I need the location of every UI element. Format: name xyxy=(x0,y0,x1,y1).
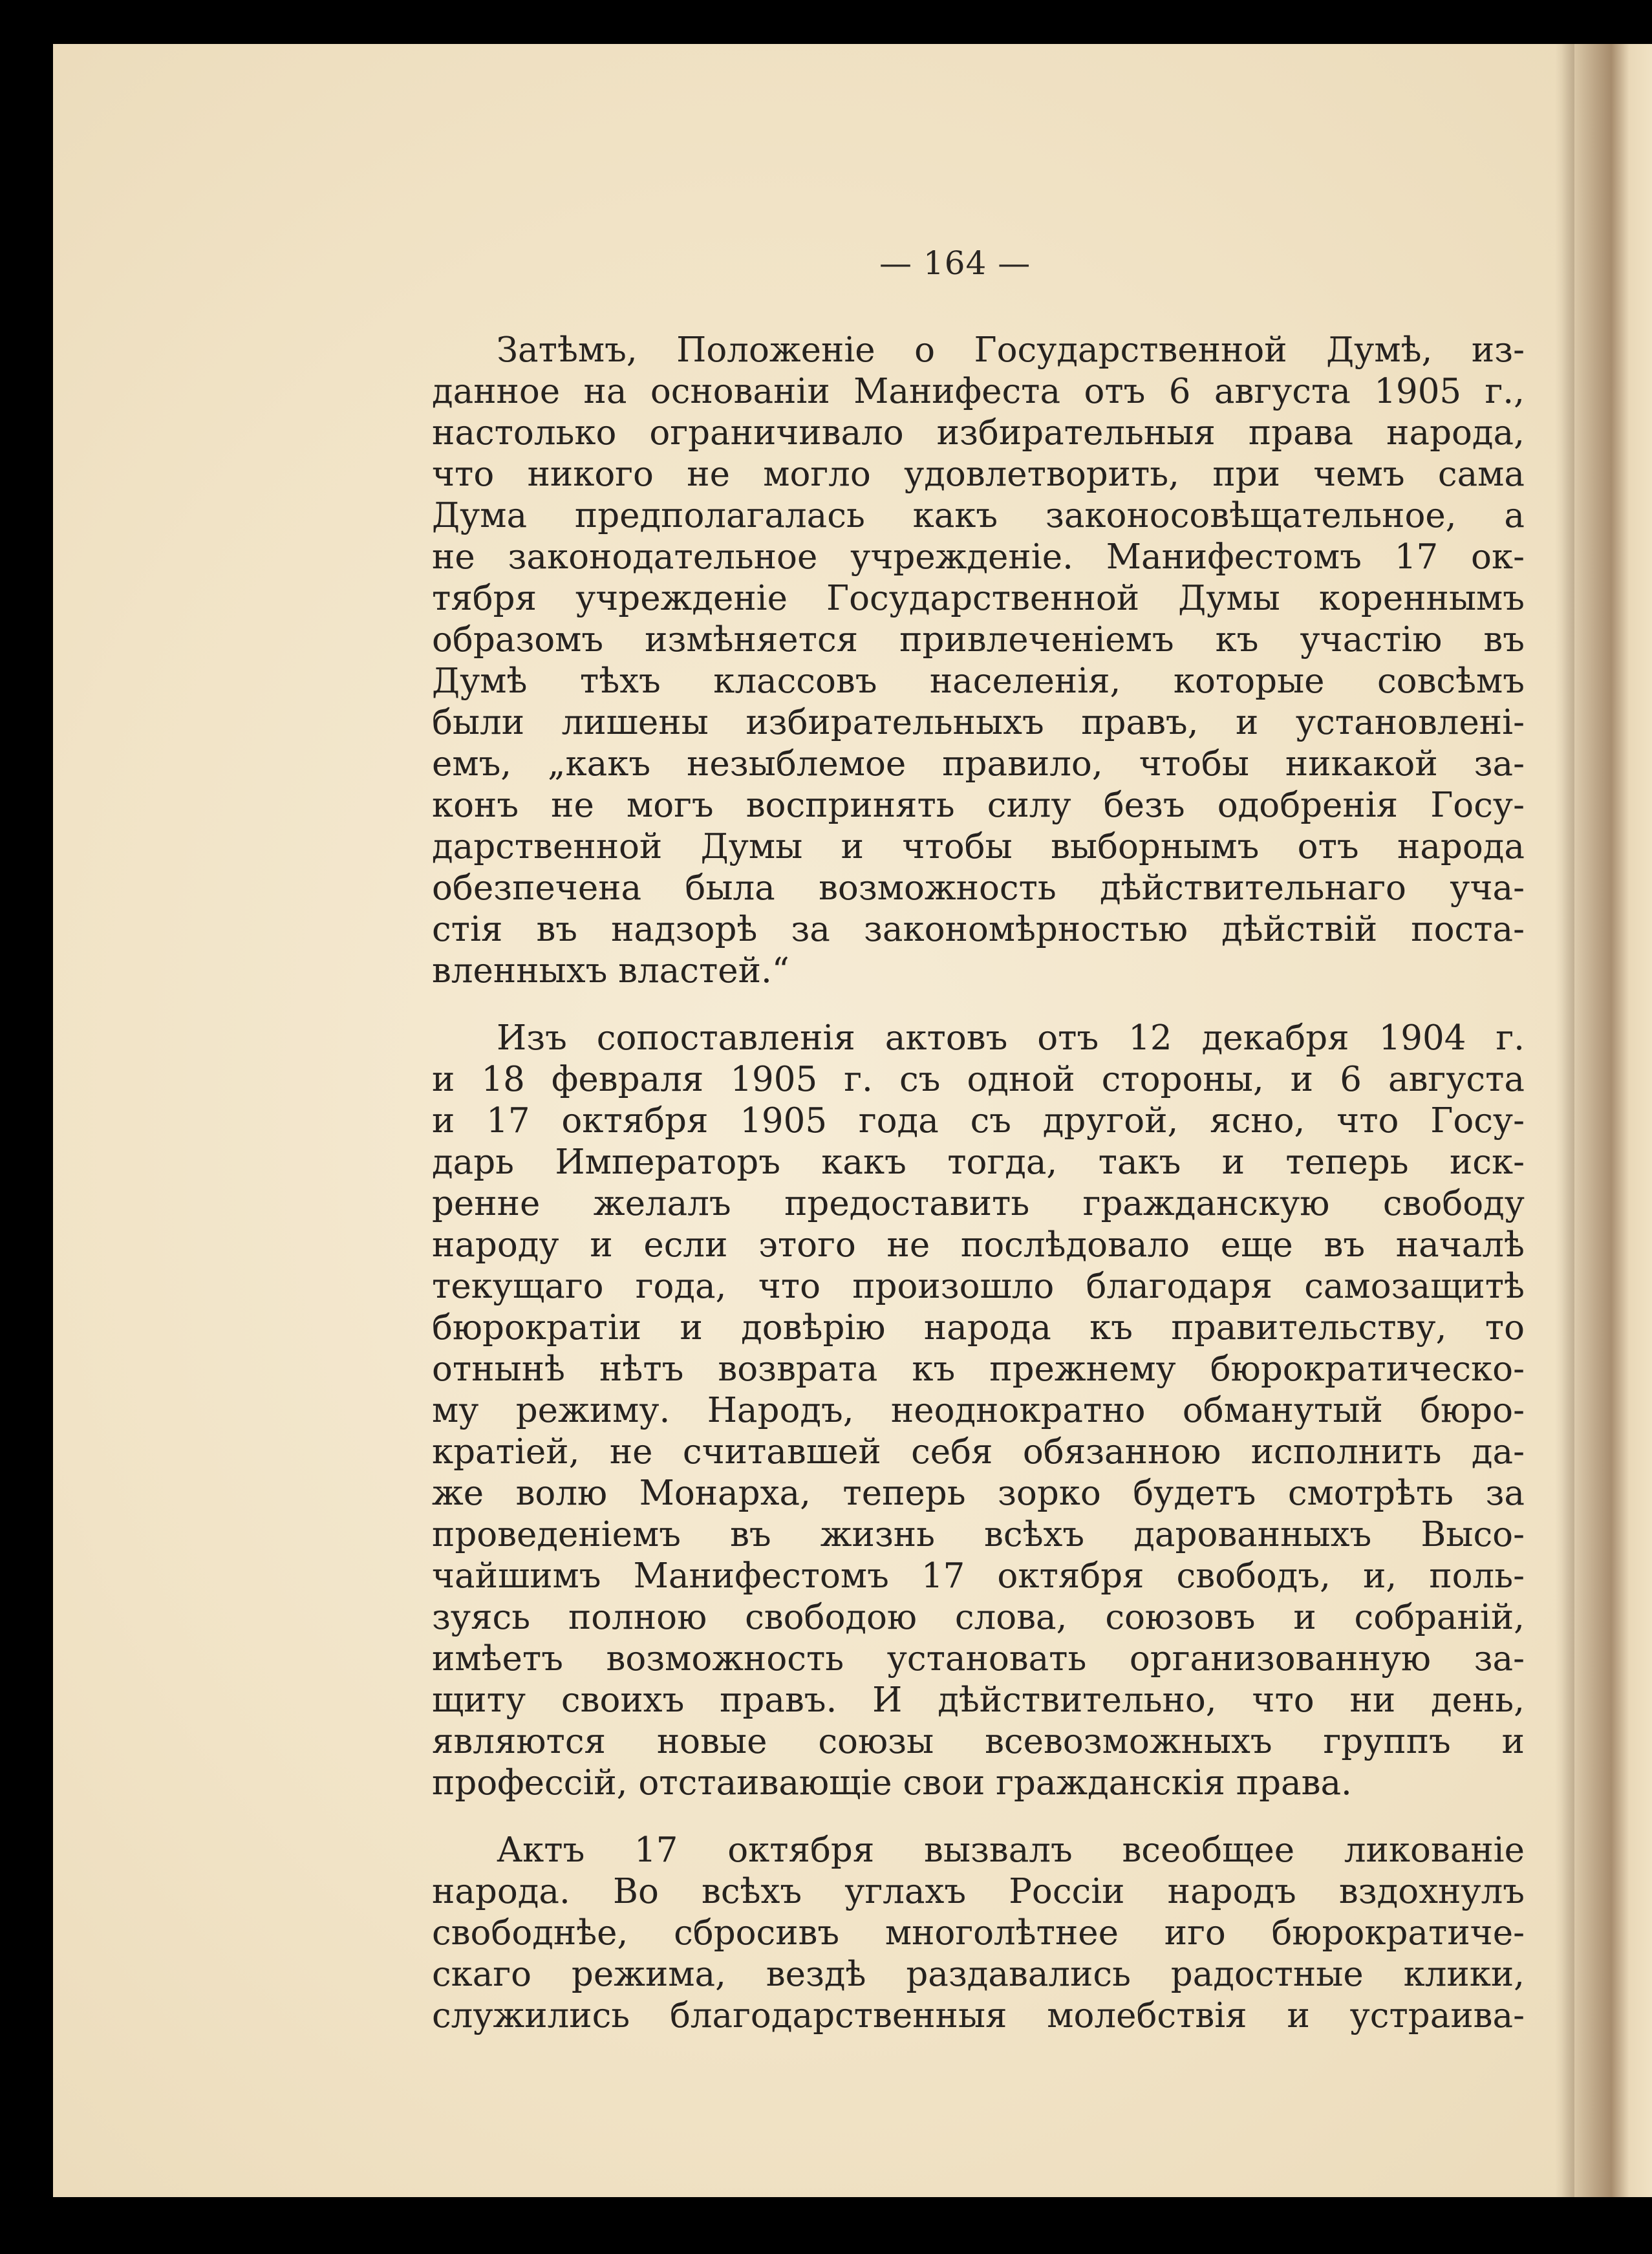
text-line: скаго режима, вездѣ раздавались радостные клики, xyxy=(432,1955,1525,1994)
paragraph-gap xyxy=(432,992,1525,1018)
paragraph xyxy=(432,1830,1525,2037)
text-line: народа. Во всѣхъ углахъ Россіи народъ вздохнулъ xyxy=(432,1872,1525,1911)
text-line: что никого не могло удовлетворить, при чемъ сама xyxy=(432,455,1525,494)
paragraph xyxy=(432,1018,1525,1804)
text-line: Актъ 17 октября вызвалъ всеобщее ликованіе xyxy=(497,1830,1525,1870)
text-line: не законодательное учрежденіе. Манифестомъ 17 ок- xyxy=(432,537,1525,577)
text-line: же волю Монарха, теперь зорко будетъ смотрѣть за xyxy=(432,1474,1525,1513)
text-line: щиту своихъ правъ. И дѣйствительно, что ни день, xyxy=(432,1680,1525,1720)
text-line: данное на основаніи Манифеста отъ 6 августа 1905 г., xyxy=(432,372,1525,411)
text-line: проведеніемъ въ жизнь всѣхъ дарованныхъ Высо- xyxy=(432,1515,1525,1554)
text-line: образомъ измѣняется привлеченіемъ къ участію въ xyxy=(432,620,1525,660)
text-line: ренне желалъ предоставить гражданскую свободу xyxy=(432,1184,1525,1223)
text-line: настолько ограничивало избирательныя права народа, xyxy=(432,413,1525,453)
paragraph xyxy=(432,330,1525,992)
text-line: Думѣ тѣхъ классовъ населенія, которые совсѣмъ xyxy=(432,661,1525,701)
page-number: — 164 — xyxy=(879,244,1031,282)
text-line: Затѣмъ, Положеніе о Государственной Думѣ, из- xyxy=(497,330,1525,370)
text-line: свободнѣе, сбросивъ многолѣтнее иго бюрократиче- xyxy=(432,1913,1525,1953)
text-line: текущаго года, что произошло благодаря самозащитѣ xyxy=(432,1267,1525,1306)
adjacent-page-edge xyxy=(1561,44,1652,2197)
text-line: Изъ сопоставленія актовъ отъ 12 декабря 1904 г. xyxy=(497,1018,1525,1058)
text-line: Дума предполагалась какъ законосовѣщательное, а xyxy=(432,496,1525,535)
text-line: конъ не могъ воспринять силу безъ одобренія Госу- xyxy=(432,786,1525,825)
text-line: отнынѣ нѣтъ возврата къ прежнему бюрократическо- xyxy=(432,1349,1525,1389)
text-line: стія въ надзорѣ за закономѣрностью дѣйствій поста- xyxy=(432,910,1525,949)
text-line: народу и если этого не послѣдовало еще въ началѣ xyxy=(432,1225,1525,1265)
body-text xyxy=(432,330,1525,2037)
text-line: являются новые союзы всевозможныхъ группъ и xyxy=(432,1722,1525,1761)
text-line: тября учрежденіе Государственной Думы кореннымъ xyxy=(432,579,1525,618)
text-line: были лишены избирательныхъ правъ, и установлені- xyxy=(432,703,1525,742)
text-line: емъ, „какъ незыблемое правило, чтобы никакой за- xyxy=(432,744,1525,784)
text-line: чайшимъ Манифестомъ 17 октября свободъ, и, поль- xyxy=(432,1556,1525,1596)
text-line: профессій, отстаивающіе свои гражданскія права. xyxy=(432,1763,1352,1803)
text-line: зуясь полною свободою слова, союзовъ и собраній, xyxy=(432,1598,1525,1637)
text-line: и 18 февраля 1905 г. съ одной стороны, и 6 августа xyxy=(432,1060,1525,1099)
text-line: служились благодарственныя молебствія и устраива- xyxy=(432,1996,1525,2035)
paragraph-gap xyxy=(432,1804,1525,1830)
text-line: имѣетъ возможность установать организованную за- xyxy=(432,1639,1525,1679)
text-line: му режиму. Народъ, неоднократно обманутый бюро- xyxy=(432,1391,1525,1430)
text-line: кратіей, не считавшей себя обязанною исполнить да- xyxy=(432,1432,1525,1472)
text-line: дарственной Думы и чтобы выборнымъ отъ народа xyxy=(432,827,1525,866)
text-line: обезпечена была возможность дѣйствительнаго уча- xyxy=(432,868,1525,908)
text-line: дарь Императоръ какъ тогда, такъ и теперь иск- xyxy=(432,1143,1525,1182)
text-line: вленныхъ властей.“ xyxy=(432,951,789,991)
text-line: бюрократіи и довѣрію народа къ правительству, то xyxy=(432,1308,1525,1347)
text-line: и 17 октября 1905 года съ другой, ясно, что Госу- xyxy=(432,1101,1525,1141)
